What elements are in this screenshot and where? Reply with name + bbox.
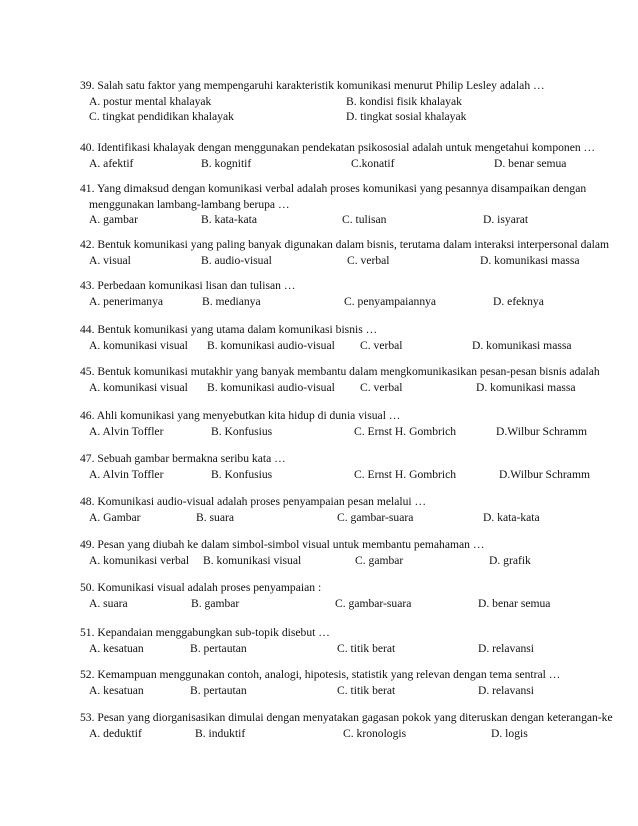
option-c: C. verbal bbox=[347, 253, 390, 267]
question-53 bbox=[80, 710, 638, 741]
options-row bbox=[80, 424, 638, 440]
option-b: B. gambar bbox=[191, 596, 240, 610]
option-c: C. verbal bbox=[360, 338, 403, 352]
option-a: A. postur mental khalayak bbox=[89, 94, 212, 108]
question-43 bbox=[80, 278, 638, 309]
option-a: A. komunikasi visual bbox=[89, 380, 188, 394]
option-c: C. gambar bbox=[355, 553, 404, 567]
question-42 bbox=[80, 237, 638, 268]
option-b: B. kondisi fisik khalayak bbox=[346, 94, 462, 108]
question-stem: 52. Kemampuan menggunakan contoh, analogi, hipotesis, statistik yang relevan dengan tema sentral … bbox=[80, 668, 561, 681]
option-d: D. benar semua bbox=[478, 596, 551, 610]
question-stem: 45. Bentuk komunikasi mutakhir yang banyak membantu dalam mengkomunikasikan pesan-pesan bisnis adalah bbox=[80, 365, 600, 378]
option-c: C. tingkat pendidikan khalayak bbox=[89, 110, 234, 124]
option-b: B. pertautan bbox=[190, 683, 247, 697]
option-d: D. benar semua bbox=[494, 156, 567, 170]
options-row bbox=[80, 641, 638, 657]
option-d: D. kata-kata bbox=[483, 510, 540, 524]
option-a: A. Alvin Toffler bbox=[89, 467, 164, 481]
option-a: A. gambar bbox=[89, 213, 138, 227]
options-row bbox=[80, 253, 638, 269]
option-a: A. deduktif bbox=[89, 726, 142, 740]
question-stem: 51. Kepandaian menggabungkan sub-topik disebut … bbox=[80, 626, 330, 639]
question-stem: 46. Ahli komunikasi yang menyebutkan kita hidup di dunia visual … bbox=[80, 409, 401, 422]
option-b: B. kata-kata bbox=[201, 213, 258, 227]
option-b: B. komunikasi visual bbox=[203, 553, 302, 567]
option-b: B. audio-visual bbox=[201, 253, 272, 267]
option-a: A. suara bbox=[89, 596, 128, 610]
option-b: B. kognitif bbox=[201, 156, 252, 170]
option-c: C. Ernst H. Gombrich bbox=[354, 467, 457, 481]
option-c: C. kronologis bbox=[343, 726, 407, 740]
options-row bbox=[80, 338, 638, 354]
option-b: B. suara bbox=[196, 510, 234, 524]
options-row bbox=[80, 156, 638, 172]
question-48 bbox=[80, 494, 638, 525]
question-stem-continuation: menggunakan lambang-lambang berupa … bbox=[89, 197, 290, 211]
question-stem: 49. Pesan yang diubah ke dalam simbol-simbol visual untuk membantu pemahaman … bbox=[80, 538, 485, 551]
option-d: D. logis bbox=[491, 726, 528, 740]
option-b: B. Konfusius bbox=[211, 467, 273, 481]
options-row bbox=[80, 380, 638, 396]
options-row bbox=[80, 553, 638, 569]
question-47 bbox=[80, 451, 638, 482]
question-stem: 41. Yang dimaksud dengan komunikasi verbal adalah proses komunikasi yang pesannya disampaikan dengan bbox=[80, 182, 587, 195]
question-52 bbox=[80, 667, 638, 698]
option-d: D. komunikasi massa bbox=[472, 338, 572, 352]
question-stem: 47. Sebuah gambar bermakna seribu kata … bbox=[80, 452, 286, 465]
question-50 bbox=[80, 580, 638, 611]
option-d: D. relavansi bbox=[478, 683, 535, 697]
option-c: C. gambar-suara bbox=[337, 510, 414, 524]
options-row bbox=[80, 294, 638, 310]
option-a: A. afektif bbox=[89, 156, 134, 170]
option-d: D. efeknya bbox=[493, 294, 544, 308]
question-stem: 48. Komunikasi audio-visual adalah proses penyampaian pesan melalui … bbox=[80, 495, 427, 508]
options-row bbox=[80, 109, 638, 125]
option-a: A. visual bbox=[89, 253, 131, 267]
option-d: D. isyarat bbox=[483, 213, 529, 227]
option-a: A. penerimanya bbox=[89, 294, 164, 308]
option-c: C.konatif bbox=[351, 156, 395, 170]
option-a: A. kesatuan bbox=[89, 641, 144, 655]
option-c: C. verbal bbox=[360, 380, 403, 394]
option-b: B. Konfusius bbox=[211, 424, 273, 438]
options-row bbox=[80, 94, 638, 110]
options-row bbox=[80, 596, 638, 612]
question-49 bbox=[80, 537, 638, 568]
option-b: B. komunikasi audio-visual bbox=[207, 380, 335, 394]
options-row bbox=[80, 510, 638, 526]
question-39 bbox=[80, 78, 638, 125]
option-d: D. grafik bbox=[489, 553, 531, 567]
question-stem: 42. Bentuk komunikasi yang paling banyak digunakan dalam bisnis, terutama dalam interaksi interpersonal dalam bbox=[80, 238, 609, 251]
question-stem: 53. Pesan yang diorganisasikan dimulai dengan menyatakan gagasan pokok yang diteruskan dengan keterangan-ke bbox=[80, 711, 613, 724]
option-a: A. komunikasi verbal bbox=[89, 553, 190, 567]
question-51 bbox=[80, 625, 638, 656]
option-c: C. gambar-suara bbox=[335, 596, 412, 610]
question-46 bbox=[80, 408, 638, 439]
question-44 bbox=[80, 322, 638, 353]
option-c: C. titik berat bbox=[337, 641, 396, 655]
options-row bbox=[80, 212, 638, 228]
option-a: A. kesatuan bbox=[89, 683, 144, 697]
question-40 bbox=[80, 140, 638, 171]
option-a: A. komunikasi visual bbox=[89, 338, 188, 352]
question-stem: 50. Komunikasi visual adalah proses penyampaian : bbox=[80, 581, 322, 594]
option-b: B. komunikasi audio-visual bbox=[207, 338, 335, 352]
option-d: D. relavansi bbox=[478, 641, 535, 655]
option-b: B. medianya bbox=[202, 294, 261, 308]
question-45 bbox=[80, 364, 638, 395]
option-a: A. Gambar bbox=[89, 510, 141, 524]
option-d: D.Wilbur Schramm bbox=[499, 467, 590, 481]
option-d: D. komunikasi massa bbox=[476, 380, 576, 394]
question-stem: 44. Bentuk komunikasi yang utama dalam komunikasi bisnis … bbox=[80, 323, 378, 336]
options-row bbox=[80, 726, 638, 742]
options-row bbox=[80, 467, 638, 483]
question-41 bbox=[80, 181, 638, 228]
option-b: B. pertautan bbox=[190, 641, 247, 655]
option-d: D. tingkat sosial khalayak bbox=[346, 110, 467, 124]
option-d: D. komunikasi massa bbox=[480, 253, 580, 267]
option-d: D.Wilbur Schramm bbox=[496, 424, 587, 438]
option-c: C. tulisan bbox=[342, 213, 387, 227]
option-b: B. induktif bbox=[195, 726, 246, 740]
option-a: A. Alvin Toffler bbox=[89, 424, 164, 438]
question-stem: 43. Perbedaan komunikasi lisan dan tulisan … bbox=[80, 279, 296, 292]
option-c: C. Ernst H. Gombrich bbox=[354, 424, 457, 438]
options-row bbox=[80, 683, 638, 699]
option-c: C. penyampaiannya bbox=[344, 294, 437, 308]
question-stem: 40. Identifikasi khalayak dengan menggunakan pendekatan psikososial adalah untuk mengetahui komponen … bbox=[80, 141, 596, 154]
option-c: C. titik berat bbox=[337, 683, 396, 697]
question-stem: 39. Salah satu faktor yang mempengaruhi karakteristik komunikasi menurut Philip Lesley adalah … bbox=[80, 79, 545, 92]
